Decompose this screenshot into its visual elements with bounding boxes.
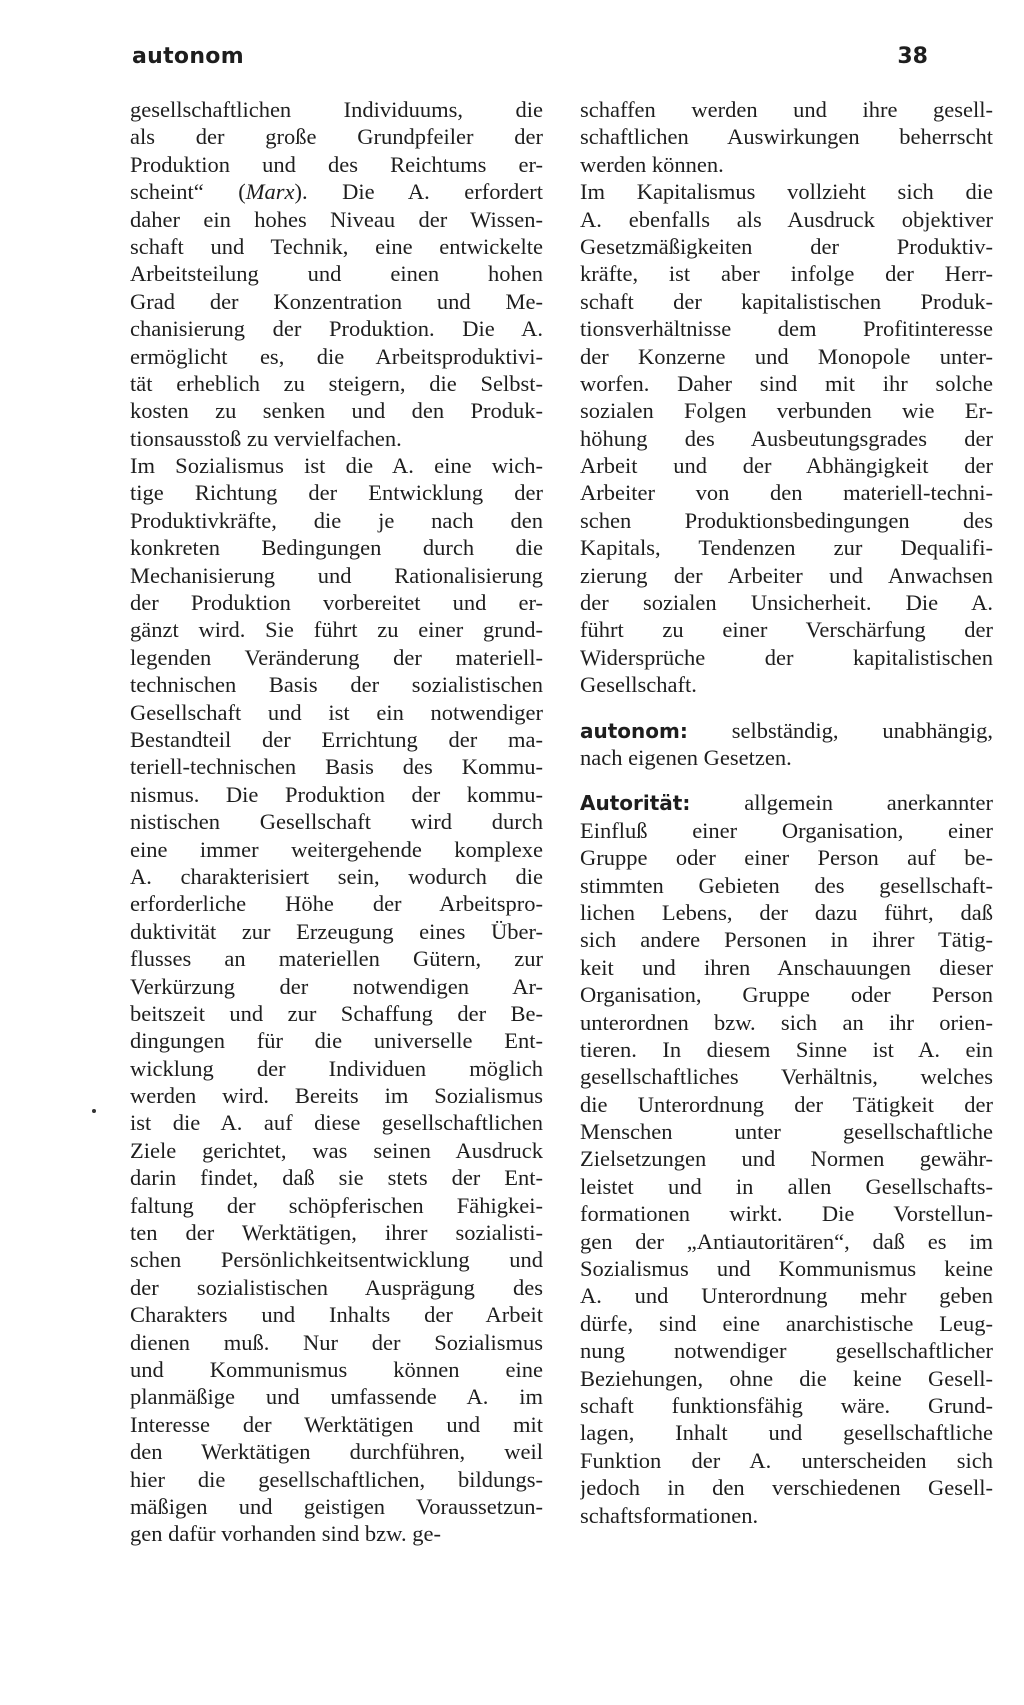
- text-line: wicklung der Individuen möglich: [130, 1055, 543, 1081]
- text-line: keit und ihren Anschauungen dieser: [580, 954, 993, 980]
- text-line: ermöglicht es, die Arbeitsproduktivi-: [130, 343, 543, 369]
- text-line: scheint“ (Marx). Die A. erfordert: [130, 179, 543, 205]
- text-line: gen der „Antiautoritären“, daß es im: [580, 1228, 993, 1254]
- text-line: leistet und in allen Gesellschafts-: [580, 1173, 993, 1199]
- text-line: gen dafür vorhanden sind bzw. ge-: [130, 1521, 441, 1547]
- text-line: tionsausstoß zu vervielfachen.: [130, 425, 402, 451]
- entry-autonom: [580, 717, 993, 772]
- text-line: Produktion und des Reichtums er-: [130, 151, 543, 177]
- text-line: tieren. In diesem Sinne ist A. ein: [580, 1036, 993, 1062]
- entry-gap: [580, 699, 993, 717]
- text-line: Mechanisierung und Rationalisierung: [130, 562, 543, 588]
- text-line: A. und Unterordnung mehr geben: [580, 1283, 993, 1309]
- entry-first-line: [580, 789, 993, 816]
- text-line: der sozialistischen Ausprägung des: [130, 1274, 543, 1300]
- text-line: Charakters und Inhalts der Arbeit: [130, 1302, 543, 1328]
- text-line: duktivität zur Erzeugung eines Über-: [130, 918, 543, 944]
- text-line: daher ein hohes Niveau der Wissen-: [130, 206, 543, 232]
- text-line: Bestandteil der Errichtung der ma-: [130, 726, 543, 752]
- text-line: worfen. Daher sind mit ihr solche: [580, 370, 993, 396]
- text-line: sich andere Personen in ihrer Tätig-: [580, 927, 993, 953]
- text-line: höhung des Ausbeutungsgrades der: [580, 425, 993, 451]
- text-line: dienen muß. Nur der Sozialismus: [130, 1329, 543, 1355]
- text-line: kräfte, ist aber infolge der Herr-: [580, 261, 993, 287]
- text-line: Gesetzmäßigkeiten der Produktiv-: [580, 233, 993, 259]
- margin-mark: [92, 1109, 96, 1113]
- text-line: kosten zu senken und den Produk-: [130, 398, 543, 424]
- text-line: tige Richtung der Entwicklung der: [130, 480, 543, 506]
- text-line: lagen, Inhalt und gesellschaftliche: [580, 1420, 993, 1446]
- text-line: mäßigen und geistigen Voraussetzun-: [130, 1493, 543, 1519]
- text-line: jedoch in den verschiedenen Gesell-: [580, 1475, 993, 1501]
- text-line: Einfluß einer Organisation, einer: [580, 817, 993, 843]
- entry-term: autonom:: [580, 718, 688, 743]
- text-line: schaftlichen Auswirkungen beherrscht: [580, 124, 993, 150]
- text-line: ist die A. auf diese gesellschaftlichen: [130, 1110, 543, 1136]
- entry-body: [580, 744, 993, 771]
- continuation-paragraphs: [580, 96, 993, 699]
- citation-author: Marx: [245, 179, 295, 205]
- text-line: legenden Veränderung der materiell-: [130, 644, 543, 670]
- text-line: und Kommunismus können eine: [130, 1356, 543, 1382]
- text-line: schaftsformationen.: [580, 1502, 759, 1528]
- text-line: beitszeit und zur Schaffung der Be-: [130, 1000, 543, 1026]
- text-line: planmäßige und umfassende A. im: [130, 1384, 543, 1410]
- text-line: Im Kapitalismus vollzieht sich die: [580, 179, 993, 205]
- text-line: Organisation, Gruppe oder Person: [580, 982, 993, 1008]
- text-line: der Produktion vorbereitet und er-: [130, 590, 543, 616]
- text-line: Interesse der Werktätigen und mit: [130, 1411, 543, 1437]
- text-line: schaft und Technik, eine entwickelte: [130, 233, 543, 259]
- text-line: gänzt wird. Sie führt zu einer grund-: [130, 617, 543, 643]
- text-line: Arbeiter von den materiell-techni-: [580, 480, 993, 506]
- text-line: den Werktätigen durchführen, weil: [130, 1439, 543, 1465]
- text-line: chanisierung der Produktion. Die A.: [130, 316, 543, 342]
- text-line: Arbeit und der Abhängigkeit der: [580, 453, 993, 479]
- text-line: Produktivkräfte, die je nach den: [130, 507, 543, 533]
- entry-autoritaet: [580, 789, 993, 1529]
- entry-gap: [580, 771, 993, 789]
- text-line: Arbeitsteilung und einen hohen: [130, 261, 543, 287]
- text-line: tät erheblich zu steigern, die Selbst-: [130, 370, 543, 396]
- text-line: darin findet, daß sie stets der Ent-: [130, 1165, 543, 1191]
- text-line: schen Persönlichkeitsentwicklung und: [130, 1247, 543, 1273]
- text-line: nach eigenen Gesetzen.: [580, 744, 792, 770]
- text-line: formationen wirkt. Die Vorstellun-: [580, 1201, 993, 1227]
- text-line: Im Sozialismus ist die A. eine wich-: [130, 453, 543, 479]
- text-line: führt zu einer Verschärfung der: [580, 617, 993, 643]
- text-line: ten der Werktätigen, ihrer sozialisti-: [130, 1220, 543, 1246]
- text-line: schaffen werden und ihre gesell-: [580, 97, 993, 122]
- right-column: [580, 96, 993, 1529]
- text-line: Grad der Konzentration und Me-: [130, 288, 543, 314]
- text-line: Kapitals, Tendenzen zur Dequalifi-: [580, 535, 993, 561]
- entry-body: [580, 817, 993, 1529]
- text-line: lichen Lebens, der dazu führt, daß: [580, 899, 993, 925]
- text-line: stimmten Gebieten des gesellschaft-: [580, 872, 993, 898]
- text-line: nistischen Gesellschaft wird durch: [130, 809, 543, 835]
- text-line: Funktion der A. unterscheiden sich: [580, 1447, 993, 1473]
- text-line: gesellschaftliches Verhältnis, welches: [580, 1064, 993, 1090]
- text-line: Sozialismus und Kommunismus keine: [580, 1256, 993, 1282]
- text-line: Zielsetzungen und Normen gewähr-: [580, 1146, 993, 1172]
- text-line: unterordnen bzw. sich an ihr orien-: [580, 1009, 993, 1035]
- text-line: nismus. Die Produktion der kommu-: [130, 781, 543, 807]
- text-line: Gesellschaft.: [580, 672, 697, 698]
- text-line: als der große Grundpfeiler der: [130, 124, 543, 150]
- text-line: Widersprüche der kapitalistischen: [580, 644, 993, 670]
- page-header: [132, 44, 928, 78]
- entry-text: allgemein anerkannter: [690, 790, 993, 816]
- text-line: schaft der kapitalistischen Produk-: [580, 288, 993, 314]
- text-line: A. charakterisiert sein, wodurch die: [130, 863, 543, 889]
- text-line: Verkürzung der notwendigen Ar-: [130, 973, 543, 999]
- text-line: hier die gesellschaftlichen, bildungs-: [130, 1466, 543, 1492]
- entry-term: Autorität:: [580, 791, 691, 816]
- text-line: teriell-technischen Basis des Kommu-: [130, 754, 543, 780]
- text-line: eine immer weitergehende komplexe: [130, 836, 543, 862]
- text-line: Gruppe oder einer Person auf be-: [580, 845, 993, 871]
- text-line: sozialen Folgen verbunden wie Er-: [580, 398, 993, 424]
- page-number: 38: [897, 44, 928, 69]
- text-line: werden können.: [580, 151, 724, 177]
- text-line: Ziele gerichtet, was seinen Ausdruck: [130, 1137, 543, 1163]
- text-line: der sozialen Unsicherheit. Die A.: [580, 590, 993, 616]
- entry-first-line: [580, 717, 993, 744]
- text-line: konkreten Bedingungen durch die: [130, 535, 543, 561]
- text-line: flusses an materiellen Gütern, zur: [130, 946, 543, 972]
- text-line: nung notwendiger gesellschaftlicher: [580, 1338, 993, 1364]
- text-line: A. ebenfalls als Ausdruck objektiver: [580, 206, 993, 232]
- text-line: werden wird. Bereits im Sozialismus: [130, 1083, 543, 1109]
- text-line: schaft funktionsfähig wäre. Grund-: [580, 1392, 993, 1418]
- text-line: faltung der schöpferischen Fähigkei-: [130, 1192, 543, 1218]
- text-line: dürfe, sind eine anarchistische Leug-: [580, 1310, 993, 1336]
- running-head: autonom: [132, 44, 244, 69]
- left-column: [130, 96, 543, 1548]
- text-line: Gesellschaft und ist ein notwendiger: [130, 699, 543, 725]
- text-line: technischen Basis der sozialistischen: [130, 672, 543, 698]
- entry-text: selbständig, unabhängig,: [687, 717, 993, 743]
- text-line: Beziehungen, ohne die keine Gesell-: [580, 1365, 993, 1391]
- text-line: der Konzerne und Monopole unter-: [580, 343, 993, 369]
- text-line: erforderliche Höhe der Arbeitspro-: [130, 891, 543, 917]
- text-line: dingungen für die universelle Ent-: [130, 1028, 543, 1054]
- text-line: gesellschaftlichen Individuums, die: [130, 97, 543, 122]
- text-line: die Unterordnung der Tätigkeit der: [580, 1091, 993, 1117]
- text-line: Menschen unter gesellschaftliche: [580, 1119, 993, 1145]
- text-line: schen Produktionsbedingungen des: [580, 507, 993, 533]
- text-line: zierung der Arbeiter und Anwachsen: [580, 562, 993, 588]
- text-line: tionsverhältnisse dem Profitinteresse: [580, 316, 993, 342]
